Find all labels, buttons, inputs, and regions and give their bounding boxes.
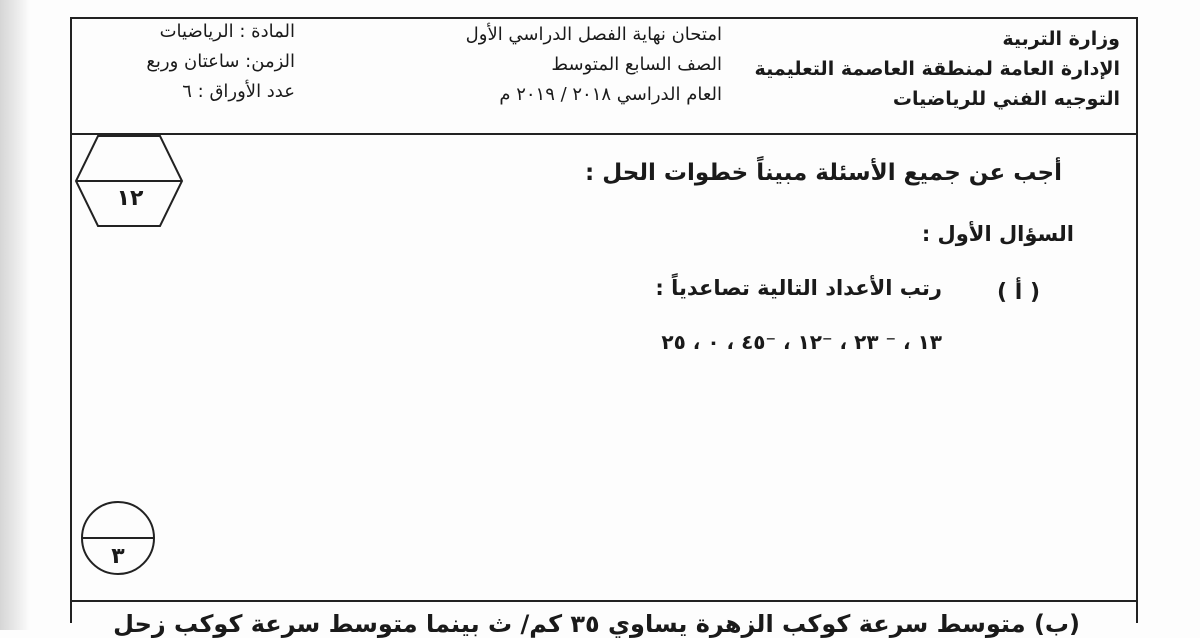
exam-grade: الصف السابع المتوسط [551,54,722,75]
section-divider [70,600,1138,602]
question-one-title: السؤال الأول : [921,222,1074,246]
ministry-line: التوجيه الفني للرياضيات [892,88,1120,110]
ministry-line: الإدارة العامة لمنطقة العاصمة التعليمية [754,58,1120,80]
page-edge-shadow [0,0,30,630]
question-score-hexagon [74,134,184,228]
ministry-line: وزارة التربية [1002,28,1120,50]
part-a-label: ( أ ) [997,280,1040,305]
subject-line: المادة : الرياضيات [159,21,295,42]
question-frame [70,133,1138,623]
time-line: الزمن: ساعتان وربع [146,51,295,72]
part-b-prompt-partial: (ب) متوسط سرعة كوكب الزهرة يساوي ٣٥ كم/ ث بينما متوسط سرعة كوكب زحل [113,610,1080,638]
ministry-block [755,24,1120,114]
exam-year: العام الدراسي ٢٠١٨ / ٢٠١٩ م [499,84,722,105]
question-total-score: ١٢ [116,186,144,211]
part-a-prompt: رتب الأعداد التالية تصاعدياً : [655,276,942,300]
numbers-to-order: ١٣ ، ⁻ ٢٣ ، ⁻١٢ ، ⁻٤٥ ، ٠ ، ٢٥ [661,330,942,354]
subject-block [146,17,295,107]
pages-line: عدد الأوراق : ٦ [182,81,295,102]
exam-title-block [466,20,722,110]
instructions: أجب عن جميع الأسئلة مبيناً خطوات الحل : [585,160,1062,186]
part-a-score: ٣ [111,544,125,569]
exam-title: امتحان نهاية الفصل الدراسي الأول [465,24,722,45]
